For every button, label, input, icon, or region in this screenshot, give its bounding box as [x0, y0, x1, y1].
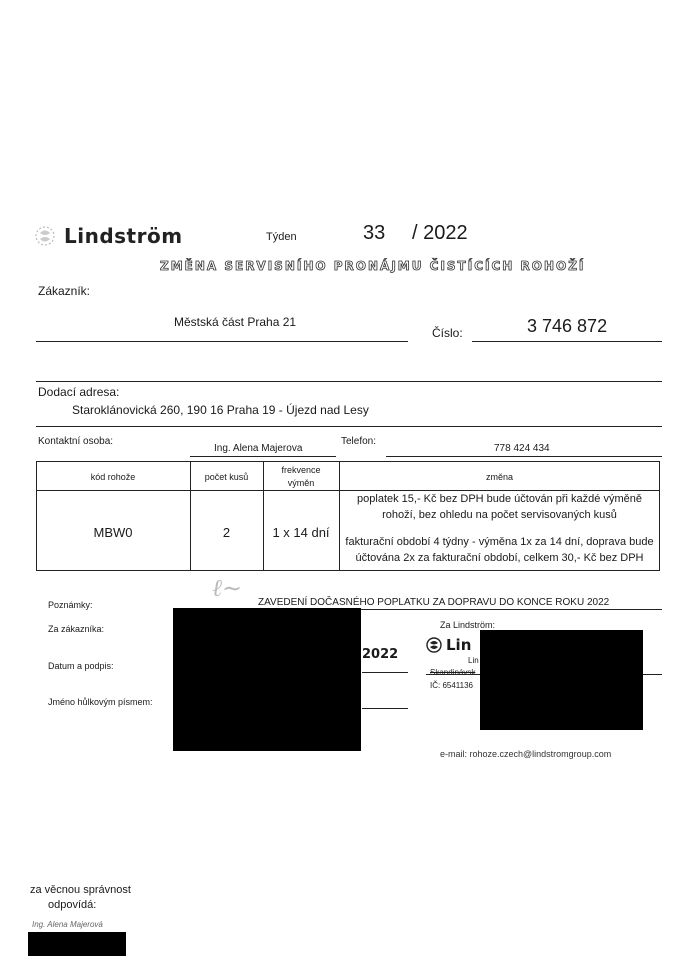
row-change-line: rohoží, bez ohledu na počet servisovaných kusů — [382, 509, 617, 521]
notes-label: Poznámky: — [48, 600, 93, 610]
delivery-bottom-line — [36, 426, 662, 427]
header-frequency-2: výměn — [287, 478, 315, 488]
contact-label: Kontaktní osoba: — [38, 436, 114, 447]
name-line — [362, 708, 408, 709]
lindstrom-mini-logo-icon — [426, 637, 442, 653]
delivery-address: Staroklánovická 260, 190 16 Praha 19 - Újezd nad Lesy — [72, 403, 369, 417]
redacted-customer-signature — [173, 608, 361, 751]
redacted-lindstrom-signature — [480, 630, 643, 730]
row-frequency: 1 x 14 dní — [272, 525, 330, 540]
date-sign-label: Datum a podpis: — [48, 661, 114, 671]
phone-number: 778 424 434 — [494, 443, 550, 454]
signature-date-fragment: 2022 — [362, 647, 399, 662]
approval-name: Ing. Alena Majerová — [32, 920, 103, 929]
row-code: MBW0 — [93, 525, 133, 540]
faint-stamp-mark: ℓ∼ — [212, 574, 243, 602]
company-id-fragment: IČ: 6541136 — [430, 681, 473, 690]
company-street-fragment: Skandinávsk — [430, 668, 476, 677]
customer-name-line — [36, 341, 408, 342]
row-change-line: fakturační období 4 týdny - výměna 1x za 14 dní, doprava bude — [345, 536, 654, 548]
header-code: kód rohože — [90, 472, 136, 482]
customer-label: Zákazník: — [38, 284, 91, 298]
signature-line — [362, 672, 408, 673]
customer-name: Městská část Praha 21 — [174, 315, 297, 329]
week-number: 33 — [363, 222, 386, 244]
customer-side-label: Za zákazníka: — [48, 624, 105, 634]
name-block-label: Jméno hůlkovým písmem: — [48, 697, 153, 707]
header-frequency-1: frekvence — [281, 465, 321, 475]
company-logo-text: Lin — [446, 636, 472, 654]
company-name-fragment: Lin — [468, 656, 479, 665]
approval-line-2: odpovídá: — [48, 899, 97, 911]
row-change-line: účtována 2x za fakturační období, celkem 30,- Kč bez DPH — [355, 552, 644, 564]
header-count: počet kusů — [204, 472, 249, 482]
contact-email: e-mail: rohoze.czech@lindstromgroup.com — [440, 749, 612, 759]
delivery-label: Dodací adresa: — [38, 385, 120, 399]
lindstrom-side-label: Za Lindström: — [440, 620, 496, 630]
contact-name-line — [190, 456, 336, 457]
company-logo-fragment — [426, 636, 471, 654]
customer-number: 3 746 872 — [527, 316, 608, 336]
form-title: ZMĚNA SERVISNÍHO PRONÁJMU ČISTÍCÍCH ROHOŽÍ — [160, 259, 586, 273]
customer-number-label: Číslo: — [432, 326, 463, 340]
lindstrom-logo-icon — [34, 225, 56, 247]
row-count: 2 — [222, 525, 231, 540]
phone-line — [386, 456, 662, 457]
approval-line-1: za věcnou správnost — [30, 884, 131, 896]
week-year: / 2022 — [412, 222, 468, 244]
redacted-approval-signature — [28, 932, 126, 956]
lindstrom-logo — [34, 224, 183, 248]
contact-name: Ing. Alena Majerova — [214, 443, 303, 454]
header-change: změna — [485, 472, 513, 482]
notes-text: ZAVEDENÍ DOČASNÉHO POPLATKU ZA DOPRAVU DO KONCE ROKU 2022 — [258, 597, 610, 608]
logo-text: Lindström — [64, 224, 183, 248]
phone-label: Telefon: — [341, 436, 377, 447]
row-change-line: poplatek 15,- Kč bez DPH bude účtován při každé výměně — [357, 493, 642, 505]
delivery-top-line — [36, 381, 662, 382]
customer-number-line — [472, 341, 662, 342]
week-label: Týden — [266, 231, 297, 243]
